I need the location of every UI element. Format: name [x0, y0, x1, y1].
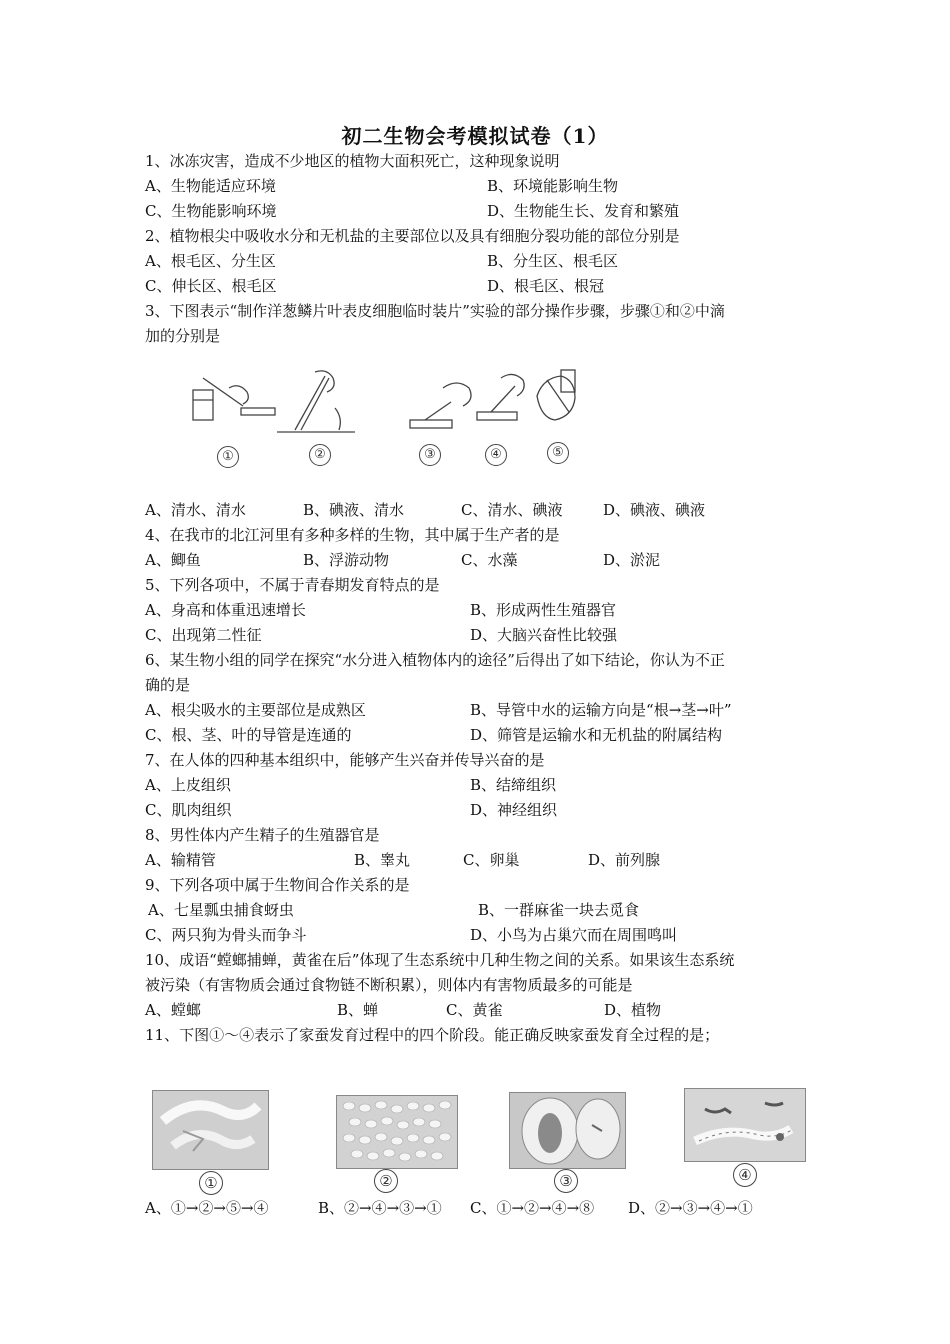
- silkworm-cocoon-photo: [509, 1092, 626, 1169]
- question-4-option-d: D、淤泥: [603, 551, 661, 569]
- question-10-stem-line-1: 10、成语“螳螂捕蝉，黄雀在后”体现了生态系统中几种生物之间的关系。如果该生态系统: [145, 951, 735, 969]
- question-4-option-a: A、鲫鱼: [145, 551, 201, 569]
- figure-label-step-2: ②: [309, 444, 331, 466]
- question-10-option-b: B、蝉: [337, 1001, 379, 1019]
- question-11-option-c: C、①→②→④→⑧: [470, 1199, 595, 1217]
- question-6-stem-line-2: 确的是: [145, 676, 191, 694]
- question-6-option-b: B、导管中水的运输方向是“根→茎→叶”: [470, 701, 732, 719]
- page-title: 初二生物会考模拟试卷（1）: [341, 124, 609, 148]
- figure-label-stage-1: ①: [199, 1171, 223, 1195]
- silkworm-eggs-photo: [336, 1095, 458, 1169]
- question-3-option-b: B、碘液、清水: [303, 501, 405, 519]
- question-7-option-c: C、肌肉组织: [145, 801, 232, 819]
- question-1-option-c: C、生物能影响环境: [145, 202, 277, 220]
- question-2-option-a: A、根毛区、分生区: [145, 252, 276, 270]
- question-5-option-a: A、身高和体重迅速增长: [145, 601, 306, 619]
- question-1-stem: 1、冰冻灾害，造成不少地区的植物大面积死亡，这种现象说明: [145, 152, 560, 170]
- silkworm-moth-photo: [152, 1090, 269, 1170]
- question-5-stem: 5、下列各项中，不属于青春期发育特点的是: [145, 576, 440, 594]
- question-4-stem: 4、在我市的北江河里有多种多样的生物，其中属于生产者的是: [145, 526, 560, 544]
- figure-label-stage-2: ②: [374, 1169, 398, 1193]
- question-1-option-b: B、环境能影响生物: [487, 177, 619, 195]
- question-1-option-d: D、生物能生长、发育和繁殖: [487, 202, 680, 220]
- figure-label-step-1: ①: [217, 446, 239, 468]
- question-1-option-a: A、生物能适应环境: [145, 177, 276, 195]
- question-8-stem: 8、男性体内产生精子的生殖器官是: [145, 826, 380, 844]
- question-9-option-a: A、七星瓢虫捕食蚜虫: [148, 901, 294, 919]
- question-2-option-c: C、伸长区、根毛区: [145, 277, 277, 295]
- question-11-figure: [145, 1085, 815, 1195]
- question-4-option-b: B、浮游动物: [303, 551, 390, 569]
- question-6-option-c: C、根、茎、叶的导管是连通的: [145, 726, 352, 744]
- question-11-option-a: A、①→②→⑤→④: [145, 1199, 269, 1217]
- question-2-option-b: B、分生区、根毛区: [487, 252, 619, 270]
- question-2-option-d: D、根毛区、根冠: [487, 277, 605, 295]
- question-9-option-c: C、两只狗为骨头而争斗: [145, 926, 307, 944]
- question-3-option-d: D、碘液、碘液: [603, 501, 706, 519]
- question-8-option-a: A、输精管: [145, 851, 216, 869]
- question-8-option-b: B、睾丸: [354, 851, 411, 869]
- question-8-option-c: C、卵巢: [463, 851, 520, 869]
- question-5-option-d: D、大脑兴奋性比较强: [470, 626, 618, 644]
- question-7-option-b: B、结缔组织: [470, 776, 557, 794]
- question-9-option-d: D、小鸟为占巢穴而在周围鸣叫: [470, 926, 678, 944]
- question-11-option-d: D、②→③→④→①: [628, 1199, 753, 1217]
- figure-label-step-5: ⑤: [547, 442, 569, 464]
- figure-label-step-3: ③: [419, 444, 441, 466]
- question-9-stem: 9、下列各项中属于生物间合作关系的是: [145, 876, 410, 894]
- question-3-stem-line-2: 加的分别是: [145, 327, 221, 345]
- figure-label-step-4: ④: [485, 444, 507, 466]
- question-6-stem-line-1: 6、某生物小组的同学在探究“水分进入植物体内的途径”后得出了如下结论，你认为不正: [145, 651, 725, 669]
- question-10-option-d: D、植物: [604, 1001, 662, 1019]
- figure-label-stage-4: ④: [733, 1163, 757, 1187]
- question-7-option-d: D、神经组织: [470, 801, 558, 819]
- slide-preparation-steps-illustration: [185, 368, 585, 468]
- question-6-option-d: D、筛管是运输水和无机盐的附属结构: [470, 726, 723, 744]
- question-3-stem-line-1: 3、下图表示“制作洋葱鳞片叶表皮细胞临时装片”实验的部分操作步骤，步骤①和②中滴: [145, 302, 725, 320]
- question-3-figure: [185, 368, 585, 468]
- question-7-option-a: A、上皮组织: [145, 776, 231, 794]
- question-11-stem: 11、下图①～④表示了家蚕发育过程中的四个阶段。能正确反映家蚕发育全过程的是；: [145, 1026, 720, 1044]
- question-5-option-b: B、形成两性生殖器官: [470, 601, 617, 619]
- question-5-option-c: C、出现第二性征: [145, 626, 262, 644]
- question-11-option-b: B、②→④→③→①: [318, 1199, 442, 1217]
- question-2-stem: 2、植物根尖中吸收水分和无机盐的主要部位以及具有细胞分裂功能的部位分别是: [145, 227, 680, 245]
- question-10-option-c: C、黄雀: [446, 1001, 503, 1019]
- question-8-option-d: D、前列腺: [588, 851, 661, 869]
- question-10-stem-line-2: 被污染（有害物质会通过食物链不断积累），则体内有害物质最多的可能是: [145, 976, 633, 994]
- question-10-option-a: A、螳螂: [145, 1001, 201, 1019]
- question-9-option-b: B、一群麻雀一块去觅食: [478, 901, 640, 919]
- question-4-option-c: C、水藻: [461, 551, 518, 569]
- question-7-stem: 7、在人体的四种基本组织中，能够产生兴奋并传导兴奋的是: [145, 751, 545, 769]
- figure-label-stage-3: ③: [554, 1169, 578, 1193]
- question-3-option-a: A、清水、清水: [145, 501, 246, 519]
- silkworm-larva-photo: [684, 1088, 806, 1162]
- question-6-option-a: A、根尖吸水的主要部位是成熟区: [145, 701, 366, 719]
- question-3-option-c: C、清水、碘液: [461, 501, 563, 519]
